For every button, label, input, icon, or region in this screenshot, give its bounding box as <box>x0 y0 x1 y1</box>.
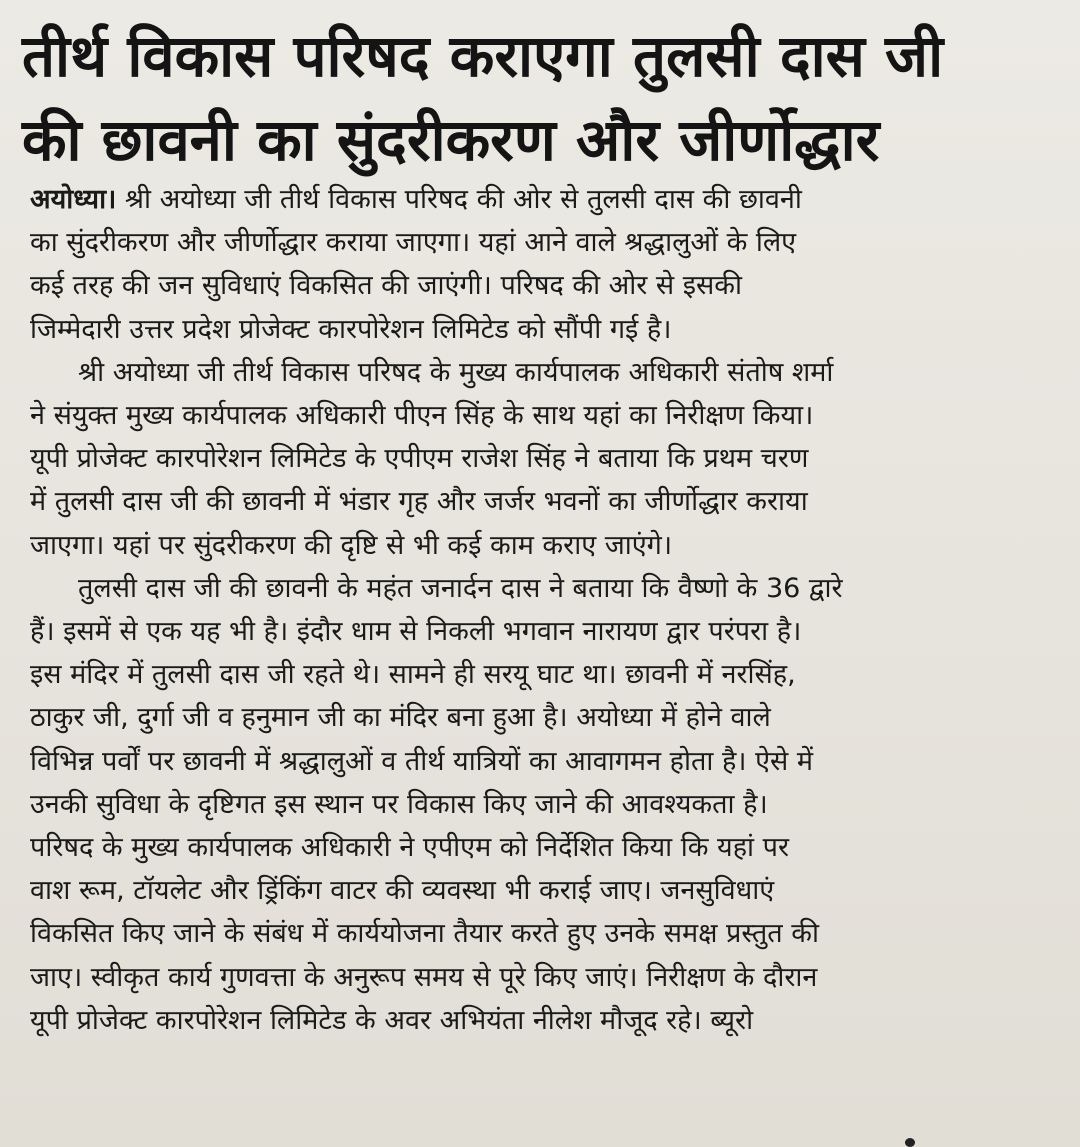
body-line-text: श्री अयोध्या जी तीर्थ विकास परिषद की ओर से तुलसी दास की छावनी <box>116 184 802 215</box>
body-line: जाए। स्वीकृत कार्य गुणवत्ता के अनुरूप समय से पूरे किए जाएं। निरीक्षण के दौरान <box>30 961 818 993</box>
print-mark <box>905 1138 915 1147</box>
body-line: कई तरह की जन सुविधाएं विकसित की जाएंगी। परिषद की ओर से इसकी <box>30 270 742 302</box>
article-body <box>30 178 1080 1042</box>
paragraph-start-line: श्री अयोध्या जी तीर्थ विकास परिषद के मुख्य कार्यपालक अधिकारी संतोष शर्मा <box>78 356 834 388</box>
body-line: यूपी प्रोजेक्ट कारपोरेशन लिमिटेड के एपीएम राजेश सिंह ने बताया कि प्रथम चरण <box>30 443 809 475</box>
body-line: इस मंदिर में तुलसी दास जी रहते थे। सामने ही सरयू घाट था। छावनी में नरसिंह, <box>30 659 796 691</box>
body-line: हैं। इसमें से एक यह भी है। इंदौर धाम से निकली भगवान नारायण द्वार परंपरा है। <box>30 616 802 648</box>
body-line: उनकी सुविधा के दृष्टिगत इस स्थान पर विकास किए जाने की आवश्यकता है। <box>30 788 768 820</box>
paragraph-start-line: तुलसी दास जी की छावनी के महंत जनार्दन दास ने बताया कि वैष्णो के 36 द्वारे <box>78 572 843 604</box>
body-line: ने संयुक्त मुख्य कार्यपालक अधिकारी पीएन सिंह के साथ यहां का निरीक्षण किया। <box>30 400 814 432</box>
headline-line-2: की छावनी का सुंदरीकरण और जीर्णोद्धार <box>22 106 880 174</box>
body-line <box>30 178 1080 221</box>
body-line: में तुलसी दास जी की छावनी में भंडार गृह और जर्जर भवनों का जीर्णोद्धार कराया <box>30 486 808 518</box>
body-line: विभिन्न पर्वों पर छावनी में श्रद्धालुओं व तीर्थ यात्रियों का आवागमन होता है। ऐसे में <box>30 745 814 777</box>
dateline: अयोध्या। <box>30 184 117 215</box>
body-line: यूपी प्रोजेक्ट कारपोरेशन लिमिटेड के अवर अभियंता नीलेश मौजूद रहे। ब्यूरो <box>30 1004 754 1036</box>
body-line: जाएगा। यहां पर सुंदरीकरण की दृष्टि से भी कई काम कराए जाएंगे। <box>30 529 673 561</box>
headline <box>22 14 1062 182</box>
body-line: का सुंदरीकरण और जीर्णोद्धार कराया जाएगा। यहां आने वाले श्रद्धालुओं के लिए <box>30 227 797 259</box>
body-line: परिषद के मुख्य कार्यपालक अधिकारी ने एपीएम को निर्देशित किया कि यहां पर <box>30 832 789 864</box>
body-line: जिम्मेदारी उत्तर प्रदेश प्रोजेक्ट कारपोरेशन लिमिटेड को सौंपी गई है। <box>30 313 672 345</box>
body-line: विकसित किए जाने के संबंध में कार्ययोजना तैयार करते हुए उनके समक्ष प्रस्तुत की <box>30 918 820 950</box>
body-line: ठाकुर जी, दुर्गा जी व हनुमान जी का मंदिर बना हुआ है। अयोध्या में होने वाले <box>30 702 771 734</box>
body-line: वाश रूम, टॉयलेट और ड्रिंकिंग वाटर की व्यवस्था भी कराई जाए। जनसुविधाएं <box>30 875 775 907</box>
headline-line-1: तीर्थ विकास परिषद कराएगा तुलसी दास जी <box>22 22 944 90</box>
